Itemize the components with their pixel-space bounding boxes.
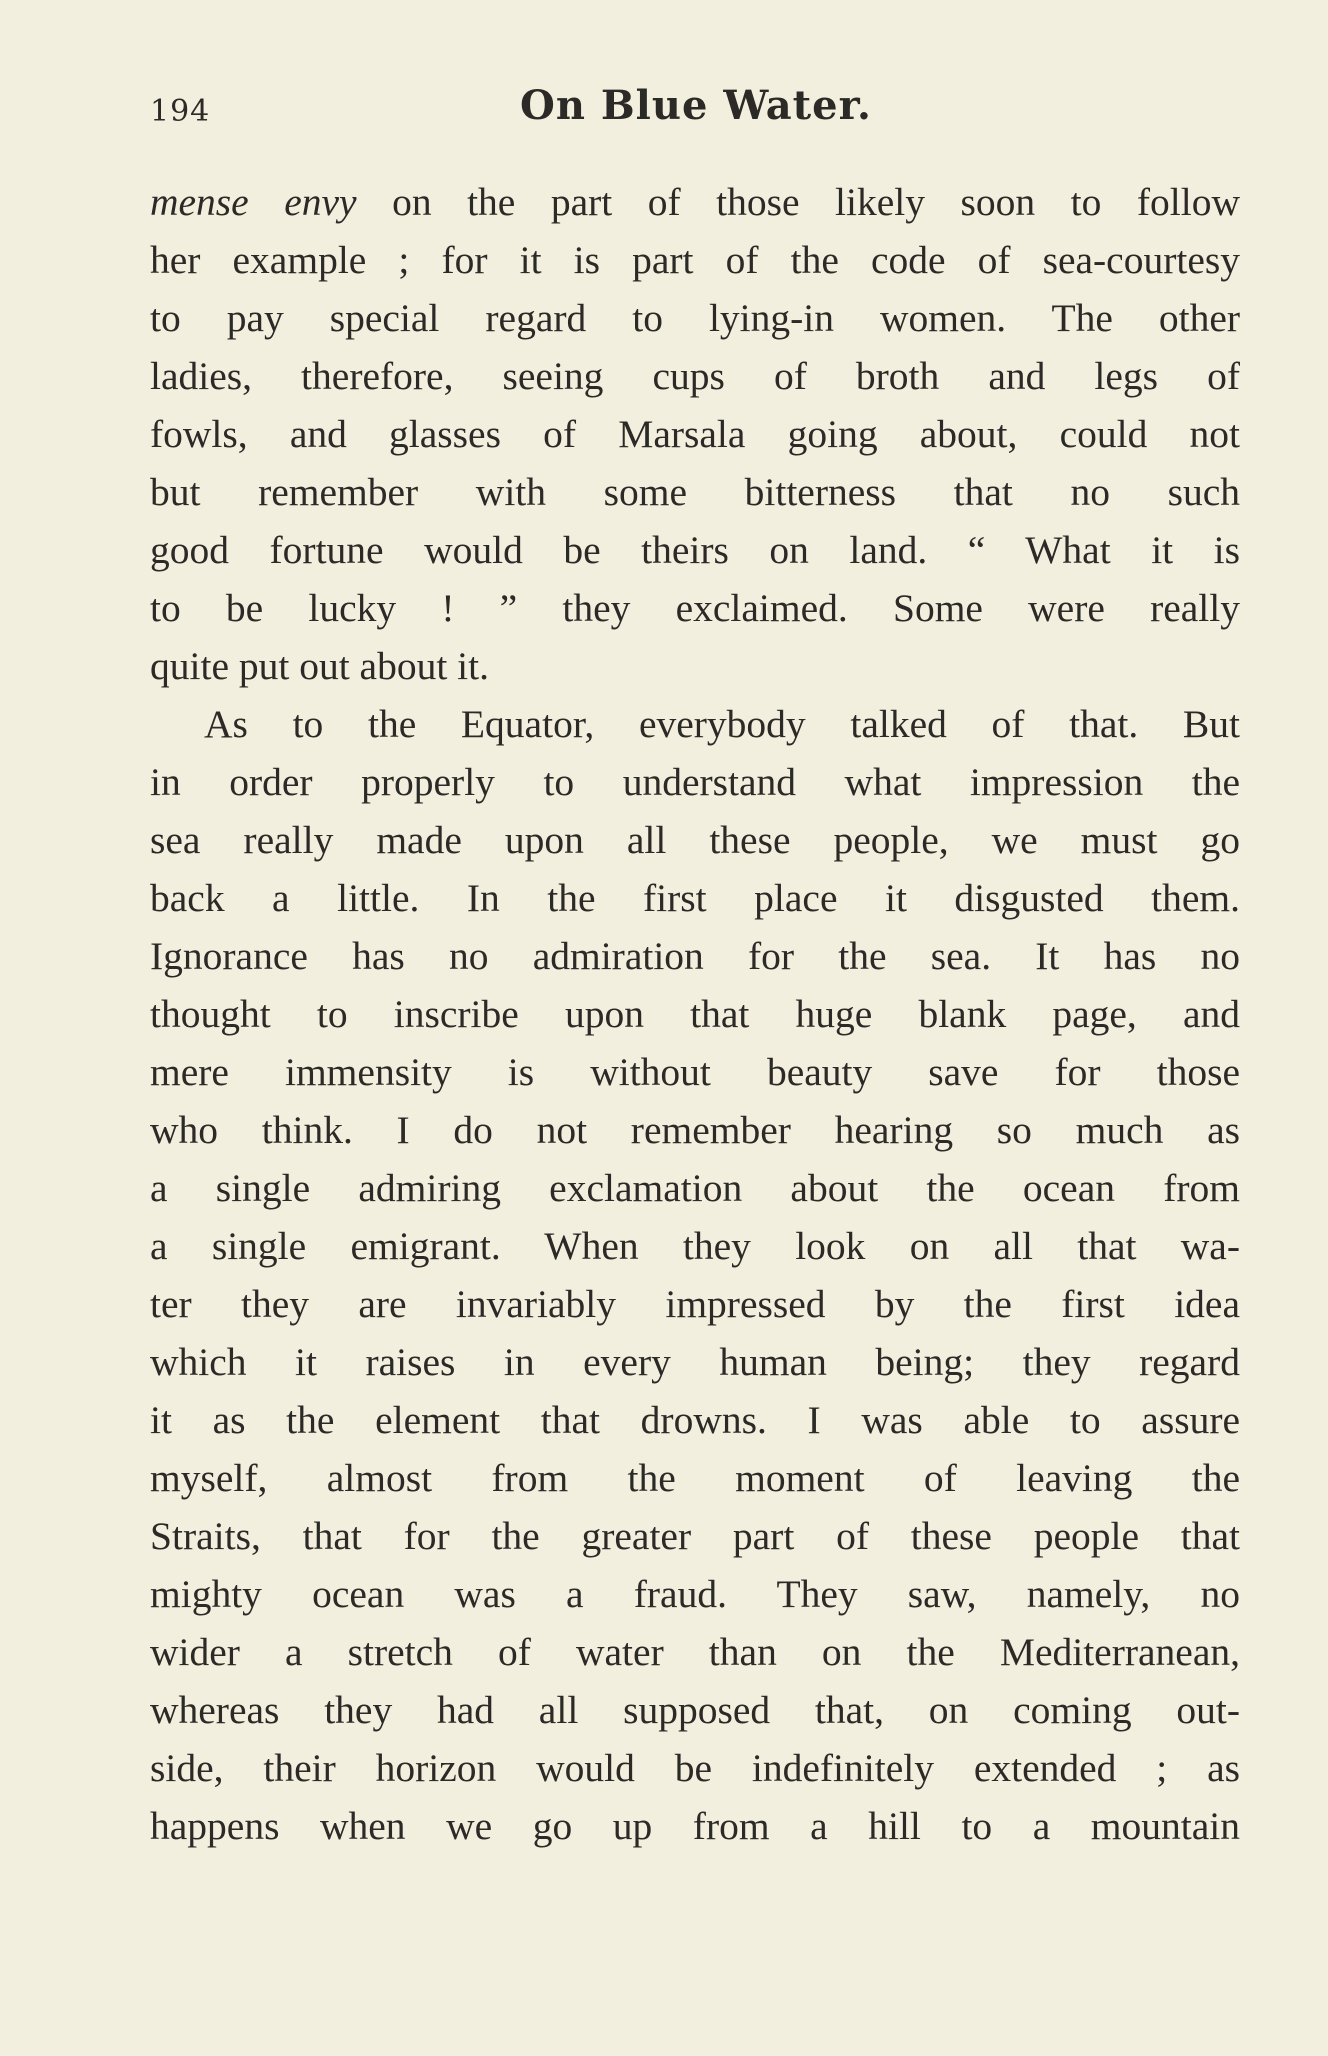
text-line: quite put out about it. xyxy=(150,644,490,688)
text-line xyxy=(150,173,1240,231)
text-line: myself, almost from the moment of leaving the xyxy=(150,1456,1240,1500)
text-line: Straits, that for the greater part of these people that xyxy=(150,1514,1240,1558)
text-line: it as the element that drowns. I was able to assure xyxy=(150,1398,1240,1442)
text-line: whereas they had all supposed that, on coming out- xyxy=(150,1688,1240,1732)
text-line: her example ; for it is part of the code of sea-courtesy xyxy=(150,238,1240,282)
text-line: mighty ocean was a fraud. They saw, namely, no xyxy=(150,1572,1240,1616)
text-line: side, their horizon would be indefinitely extended ; as xyxy=(150,1746,1240,1790)
text-line: in order properly to understand what impression the xyxy=(150,760,1240,804)
line-text: on the part of those likely soon to follow xyxy=(356,180,1240,224)
text-line: wider a stretch of water than on the Mediterranean, xyxy=(150,1630,1240,1674)
text-line: which it raises in every human being; they regard xyxy=(150,1340,1240,1384)
text-line: happens when we go up from a hill to a mountain xyxy=(150,1804,1240,1848)
text-line: back a little. In the first place it disgusted them. xyxy=(150,876,1240,920)
body-text xyxy=(150,173,1240,1855)
text-line: mere immensity is without beauty save for those xyxy=(150,1050,1240,1094)
page-header xyxy=(150,82,1240,152)
text-line: As to the Equator, everybody talked of that. But xyxy=(204,702,1240,746)
text-line: thought to inscribe upon that huge blank page, and xyxy=(150,992,1240,1036)
text-line: fowls, and glasses of Marsala going about, could not xyxy=(150,412,1240,456)
text-line: ladies, therefore, seeing cups of broth and legs of xyxy=(150,354,1240,398)
text-line: but remember with some bitterness that no such xyxy=(150,470,1240,514)
italic-text: mense envy xyxy=(150,180,357,224)
text-line: Ignorance has no admiration for the sea. It has no xyxy=(150,934,1240,978)
page-number: 194 xyxy=(150,94,211,129)
text-line: ter they are invariably impressed by the first idea xyxy=(150,1282,1240,1326)
text-line: good fortune would be theirs on land. “ What it is xyxy=(150,528,1240,572)
text-line: a single admiring exclamation about the ocean from xyxy=(150,1166,1240,1210)
text-line: to be lucky ! ” they exclaimed. Some were really xyxy=(150,586,1240,630)
text-line: a single emigrant. When they look on all that wa- xyxy=(150,1224,1240,1268)
running-title: On Blue Water. xyxy=(520,82,872,129)
text-line: sea really made upon all these people, we must go xyxy=(150,818,1240,862)
text-line: to pay special regard to lying-in women. The other xyxy=(150,296,1240,340)
text-line: who think. I do not remember hearing so much as xyxy=(150,1108,1240,1152)
